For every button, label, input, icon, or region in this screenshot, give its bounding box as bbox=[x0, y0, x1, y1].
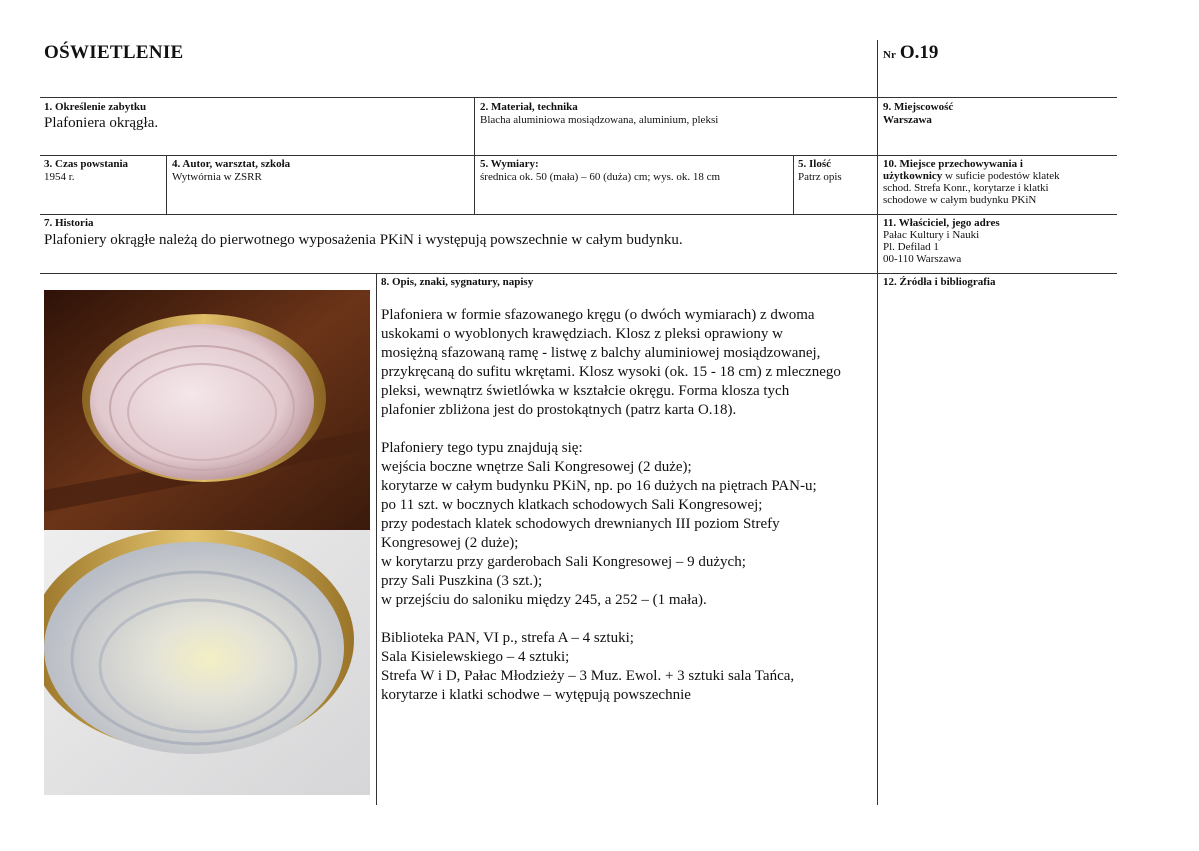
field-4-value: Wytwórnia w ZSRR bbox=[172, 171, 262, 183]
field-2-value: Blacha aluminiowa mosiądzowana, aluminium, pleksi bbox=[480, 114, 719, 126]
description-line: przy Sali Puszkina (3 szt.); bbox=[381, 573, 543, 589]
field-1-label: 1. Określenie zabytku bbox=[44, 101, 147, 113]
field-9-label: 9. Miejscowość bbox=[883, 101, 954, 113]
description-paragraph-3 bbox=[381, 629, 841, 705]
photo-plafonier-bottom bbox=[44, 530, 370, 795]
field-10-label-2: użytkownicy bbox=[883, 170, 943, 182]
description-line: korytarze w całym budynku PKiN, np. po 16 dużych na piętrach PAN-u; bbox=[381, 478, 817, 494]
field-5-label: 5. Wymiary: bbox=[480, 158, 539, 170]
field-10-line-1 bbox=[883, 170, 1115, 182]
field-10-value-1: w suficie podestów klatek bbox=[942, 170, 1060, 182]
description-paragraph-2 bbox=[381, 439, 841, 610]
field-7-label: 7. Historia bbox=[44, 217, 94, 229]
description-line: Plafoniery tego typu znajdują się: bbox=[381, 440, 583, 456]
field-10-value-2: schod. Strefa Konr., korytarze i klatki bbox=[883, 182, 1049, 194]
record-number bbox=[883, 42, 938, 64]
field-3-value: 1954 r. bbox=[44, 171, 75, 183]
description-line: po 11 szt. w bocznych klatkach schodowych Sali Kongresowej; bbox=[381, 497, 763, 513]
description bbox=[381, 306, 841, 724]
record-number-prefix: Nr bbox=[883, 49, 896, 61]
field-8-label: 8. Opis, znaki, sygnatury, napisy bbox=[381, 276, 534, 288]
field-11-label: 11. Właściciel, jego adres bbox=[883, 217, 1000, 229]
field-quantity-label: 5. Ilość bbox=[798, 158, 831, 170]
field-9-value: Warszawa bbox=[883, 114, 932, 126]
field-10-label: 10. Miejsce przechowywania i bbox=[883, 158, 1023, 170]
description-line: w przejściu do saloniku między 245, a 252 – (1 mała). bbox=[381, 592, 707, 608]
description-paragraph-1: Plafoniera w formie sfazowanego kręgu (o dwóch wymiarach) z dwoma uskokami o wyoblonych krawędziach. Klosz z pleksi oprawiony w mosiężną sfazowaną ramę - listwę z balchy aluminiowej mosiądzowanej, przykręcaną do sufitu wkrętami. Klosz wysoki (ok. 15 - 18 cm) z mlecznego pleksi, wewnątrz świetlówka w kształcie okręgu. Forma klosza tych plafonier zbliżona jest do prostokątnych (patrz karta O.18). bbox=[381, 307, 841, 418]
field-7-value: Plafoniery okrągłe należą do pierwotnego wyposażenia PKiN i występują powszechnie w całym budynku. bbox=[44, 232, 683, 248]
field-11-line-2: Pl. Defilad 1 bbox=[883, 241, 939, 253]
field-11 bbox=[883, 217, 1115, 265]
page-title: OŚWIETLENIE bbox=[44, 42, 184, 63]
field-11-line-3: 00-110 Warszawa bbox=[883, 253, 962, 265]
description-line: w korytarzu przy garderobach Sali Kongresowej – 9 dużych; bbox=[381, 554, 746, 570]
description-line: Strefa W i D, Pałac Młodzieży – 3 Muz. Ewol. + 3 sztuki sala Tańca, korytarze i klatki schodwe – wytępują powszechnie bbox=[381, 668, 795, 703]
plafonier-photo-2-svg bbox=[44, 530, 370, 795]
description-line: Sala Kisielewskiego – 4 sztuki; bbox=[381, 649, 570, 665]
field-3-label: 3. Czas powstania bbox=[44, 158, 129, 170]
field-quantity-value: Patrz opis bbox=[798, 171, 842, 183]
description-line: wejścia boczne wnętrze Sali Kongresowej (2 duże); bbox=[381, 459, 692, 475]
field-10 bbox=[883, 158, 1115, 206]
description-line: Biblioteka PAN, VI p., strefa A – 4 sztuki; bbox=[381, 630, 634, 646]
field-2-label: 2. Materiał, technika bbox=[480, 101, 578, 113]
field-5-value: średnica ok. 50 (mała) – 60 (duża) cm; wys. ok. 18 cm bbox=[480, 171, 721, 183]
plafonier-photo-1-svg bbox=[44, 290, 370, 530]
field-4-label: 4. Autor, warsztat, szkoła bbox=[172, 158, 291, 170]
photo-plafonier-top bbox=[44, 290, 370, 530]
field-12-label: 12. Źródła i bibliografia bbox=[883, 276, 996, 288]
field-10-value-3: schodowe w całym budynku PKiN bbox=[883, 194, 1037, 206]
record-number-value: O.19 bbox=[899, 42, 939, 63]
field-1-value: Plafoniera okrągła. bbox=[44, 115, 159, 131]
field-11-line-1: Pałac Kultury i Nauki bbox=[883, 229, 980, 241]
description-line: przy podestach klatek schodowych drewnianych III poziom Strefy Kongresowej (2 duże); bbox=[381, 516, 780, 551]
